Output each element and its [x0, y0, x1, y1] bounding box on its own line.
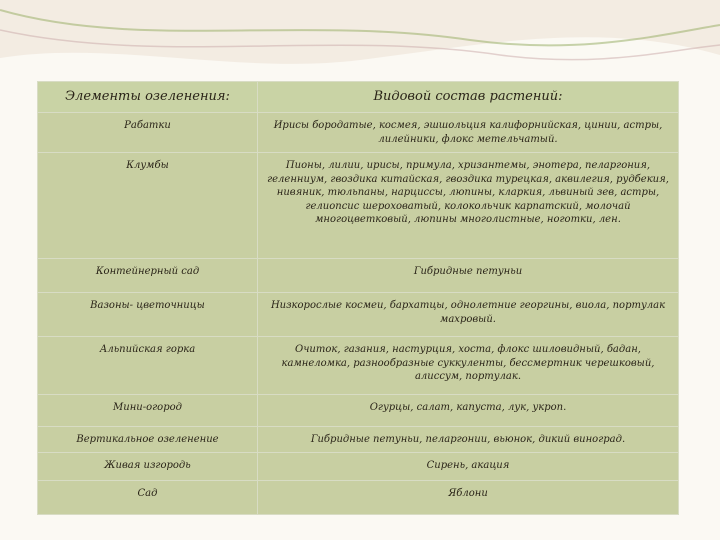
cell-species: Очиток, газания, настурция, хоста, флокс шиловидный, бадан, камнеломка, разнообразные суккуленты, бессмертник черешковый, алиссум, портулак. — [258, 337, 679, 395]
table-row — [38, 259, 679, 293]
table-row — [38, 293, 679, 337]
table-row — [38, 481, 679, 515]
table-row — [38, 453, 679, 481]
cell-element: Сад — [38, 481, 258, 515]
cell-element: Контейнерный сад — [38, 259, 258, 293]
plant-composition-table — [37, 81, 679, 515]
cell-species: Ирисы бородатые, космея, эшшольция калифорнийская, цинии, астры, лилейники, флокс метельчатый. — [258, 113, 679, 153]
cell-species: Низкорослые космеи, бархатцы, однолетние георгины, виола, портулак махровый. — [258, 293, 679, 337]
cell-species: Гибридные петуньи, пеларгонии, вьюнок, дикий виноград. — [258, 427, 679, 453]
cell-element: Живая изгородь — [38, 453, 258, 481]
table-row — [38, 427, 679, 453]
decorative-header-swoosh — [0, 0, 720, 90]
table-row — [38, 113, 679, 153]
cell-species: Гибридные петуньи — [258, 259, 679, 293]
cell-element: Мини-огород — [38, 395, 258, 427]
cell-element: Альпийская горка — [38, 337, 258, 395]
cell-species: Огурцы, салат, капуста, лук, укроп. — [258, 395, 679, 427]
header-cell-elements: Элементы озеленения: — [38, 82, 258, 113]
cell-element: Рабатки — [38, 113, 258, 153]
table-row — [38, 153, 679, 259]
table-header-row — [38, 82, 679, 113]
cell-species: Сирень, акация — [258, 453, 679, 481]
table-row — [38, 337, 679, 395]
cell-species: Яблони — [258, 481, 679, 515]
table-row — [38, 395, 679, 427]
cell-element: Вазоны- цветочницы — [38, 293, 258, 337]
cell-species: Пионы, лилии, ирисы, примула, хризантемы, энотера, пеларгония, геленниум, гвоздика китайская, гвоздика турецкая, аквилегия, рудбекия, нивяник, тюльпаны, нарциссы, люпины, кларкия, львиный зев, астры, гелиопсис шероховатый, колокольчик карпатский, молочай многоцветковый, люпины многолистные, ноготки, лен. — [258, 153, 679, 259]
cell-element: Вертикальное озеленение — [38, 427, 258, 453]
header-cell-species: Видовой состав растений: — [258, 82, 679, 113]
cell-element: Клумбы — [38, 153, 258, 259]
